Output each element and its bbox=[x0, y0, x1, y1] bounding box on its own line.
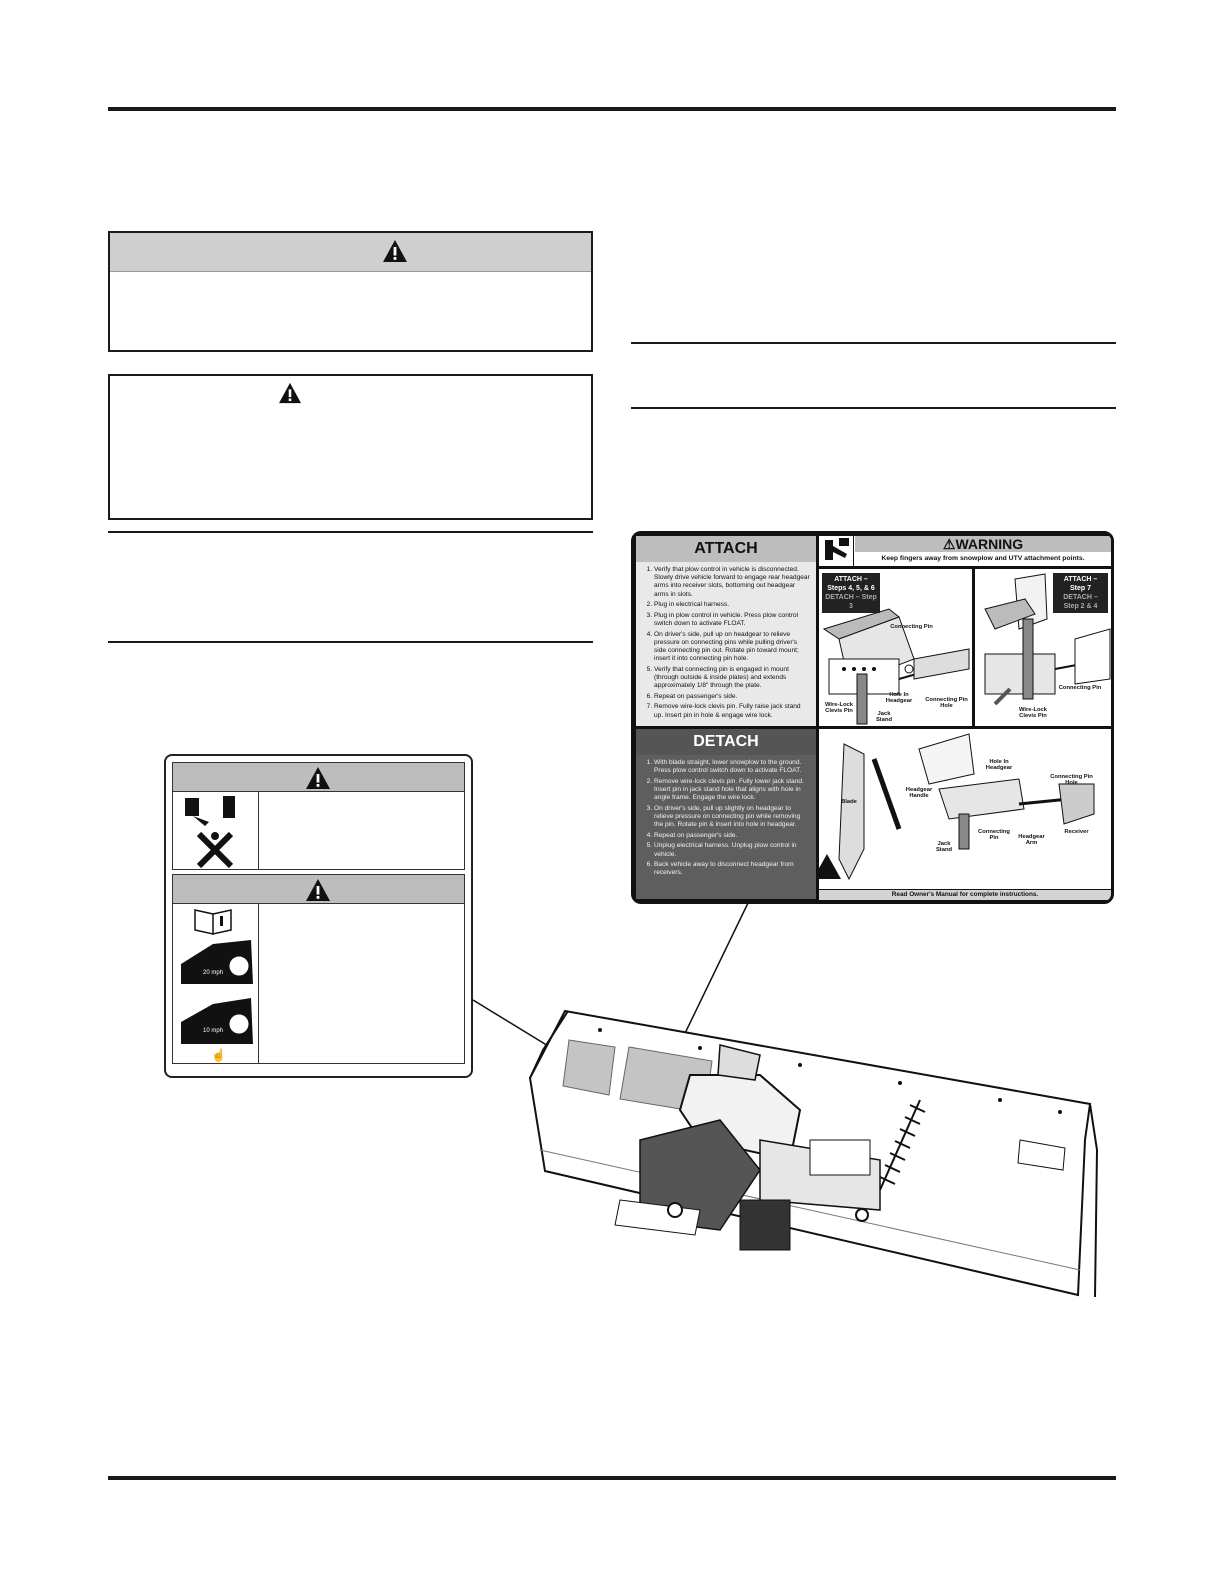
attach-step: 2. Plug in electrical harness. bbox=[654, 601, 810, 609]
attach-steps-tag-main: ATTACH – Steps 4, 5, & 6 bbox=[827, 576, 875, 592]
label-jack-stand-2: Jack Stand bbox=[935, 841, 953, 854]
detach-steps-tag-sub: DETACH – Step 2 & 4 bbox=[1063, 594, 1098, 610]
attach-step: 7. Remove wire-lock clevis pin. Fully raise jack stand up. Insert pin in hole & engage wire lock. bbox=[654, 703, 810, 719]
detach-title: DETACH bbox=[636, 729, 816, 755]
detach-step: 2. Remove wire-lock clevis pin. Fully lower jack stand. Insert pin in jack stand hole that aligns with hole in angle frame. Engage the wire lock. bbox=[654, 778, 810, 803]
speed-label-10: 10 mph bbox=[203, 1028, 224, 1034]
warning-strip-text: Keep fingers away from snowplow and UTV attachment points. bbox=[881, 555, 1085, 562]
label-connecting-pin: Connecting Pin bbox=[890, 624, 933, 630]
attach-step: 5. Verify that connecting pin is engaged in mount (through outside & inside plates) and extends approximately 1/8" through the plate. bbox=[654, 666, 810, 691]
pointer-hand-icon: ☝ bbox=[211, 1048, 226, 1062]
detach-steps-tag-main: ATTACH – Step 7 bbox=[1063, 576, 1098, 592]
label-connecting-pin-hole-2: Connecting Pin Hole bbox=[1050, 774, 1093, 787]
detach-step: 1. With blade straight, lower snowplow to the ground. Press plow control switch down to activate FLOAT. bbox=[654, 759, 810, 775]
attach-step: 3. Plug in plow control in vehicle. Press plow control switch down to activate FLOAT. bbox=[654, 612, 810, 628]
label-wire-lock-clevis-pin-right: Wire-Lock Clevis Pin bbox=[1019, 707, 1047, 720]
warning-symbol-icon: ⚠ bbox=[942, 536, 956, 552]
detach-step: 3. On driver's side, pull up slightly on headgear to relieve pressure on connecting pin while removing the pin. Rotate pin & insert into hole in headgear. bbox=[654, 805, 810, 830]
label-connecting-pin-hole: Connecting Pin Hole bbox=[925, 697, 968, 710]
detach-step: 5. Unplug electrical harness. Unplug plow control in vehicle. bbox=[654, 842, 810, 858]
label-hole-in-headgear-2: Hole In Headgear bbox=[985, 759, 1013, 772]
label-connecting-pin-2: Connecting Pin bbox=[978, 829, 1010, 842]
attach-title: ATTACH bbox=[636, 536, 816, 562]
label-headgear-handle: Headgear Handle bbox=[905, 787, 933, 800]
speed-label-20: 20 mph bbox=[203, 970, 224, 976]
attach-step: 1. Verify that plow control in vehicle is disconnected. Slowly drive vehicle forward to engage rear headgear arms into receiver slots, bottoming out headgear arms in slots. bbox=[654, 566, 810, 599]
label-jack-stand: Jack Stand bbox=[875, 711, 893, 724]
detach-step: 6. Back vehicle away to disconnect headgear from receivers. bbox=[654, 861, 810, 877]
attach-step: 4. On driver's side, pull up on headgear to relieve pressure on connecting pins while pulling driver's side connecting pin out. Rotate pin toward mount; insert it into connecting pin hole. bbox=[654, 631, 810, 664]
label-wire-lock-clevis-pin: Wire-Lock Clevis Pin bbox=[825, 702, 853, 715]
attach-step: 6. Repeat on passenger's side. bbox=[654, 693, 810, 701]
label-blade: Blade bbox=[841, 799, 857, 805]
attach-steps-tag-sub: DETACH – Step 3 bbox=[825, 594, 877, 610]
label-receiver: Receiver bbox=[1064, 829, 1089, 835]
decal-footer-text: Read Owner's Manual for complete instructions. bbox=[891, 891, 1039, 898]
label-headgear-arm: Headgear Arm bbox=[1018, 834, 1045, 847]
detach-step: 4. Repeat on passenger's side. bbox=[654, 832, 810, 840]
label-connecting-pin-right: Connecting Pin bbox=[1058, 685, 1102, 691]
label-hole-in-headgear: Hole In Headgear bbox=[885, 692, 913, 705]
warning-strip-title: WARNING bbox=[955, 536, 1024, 552]
